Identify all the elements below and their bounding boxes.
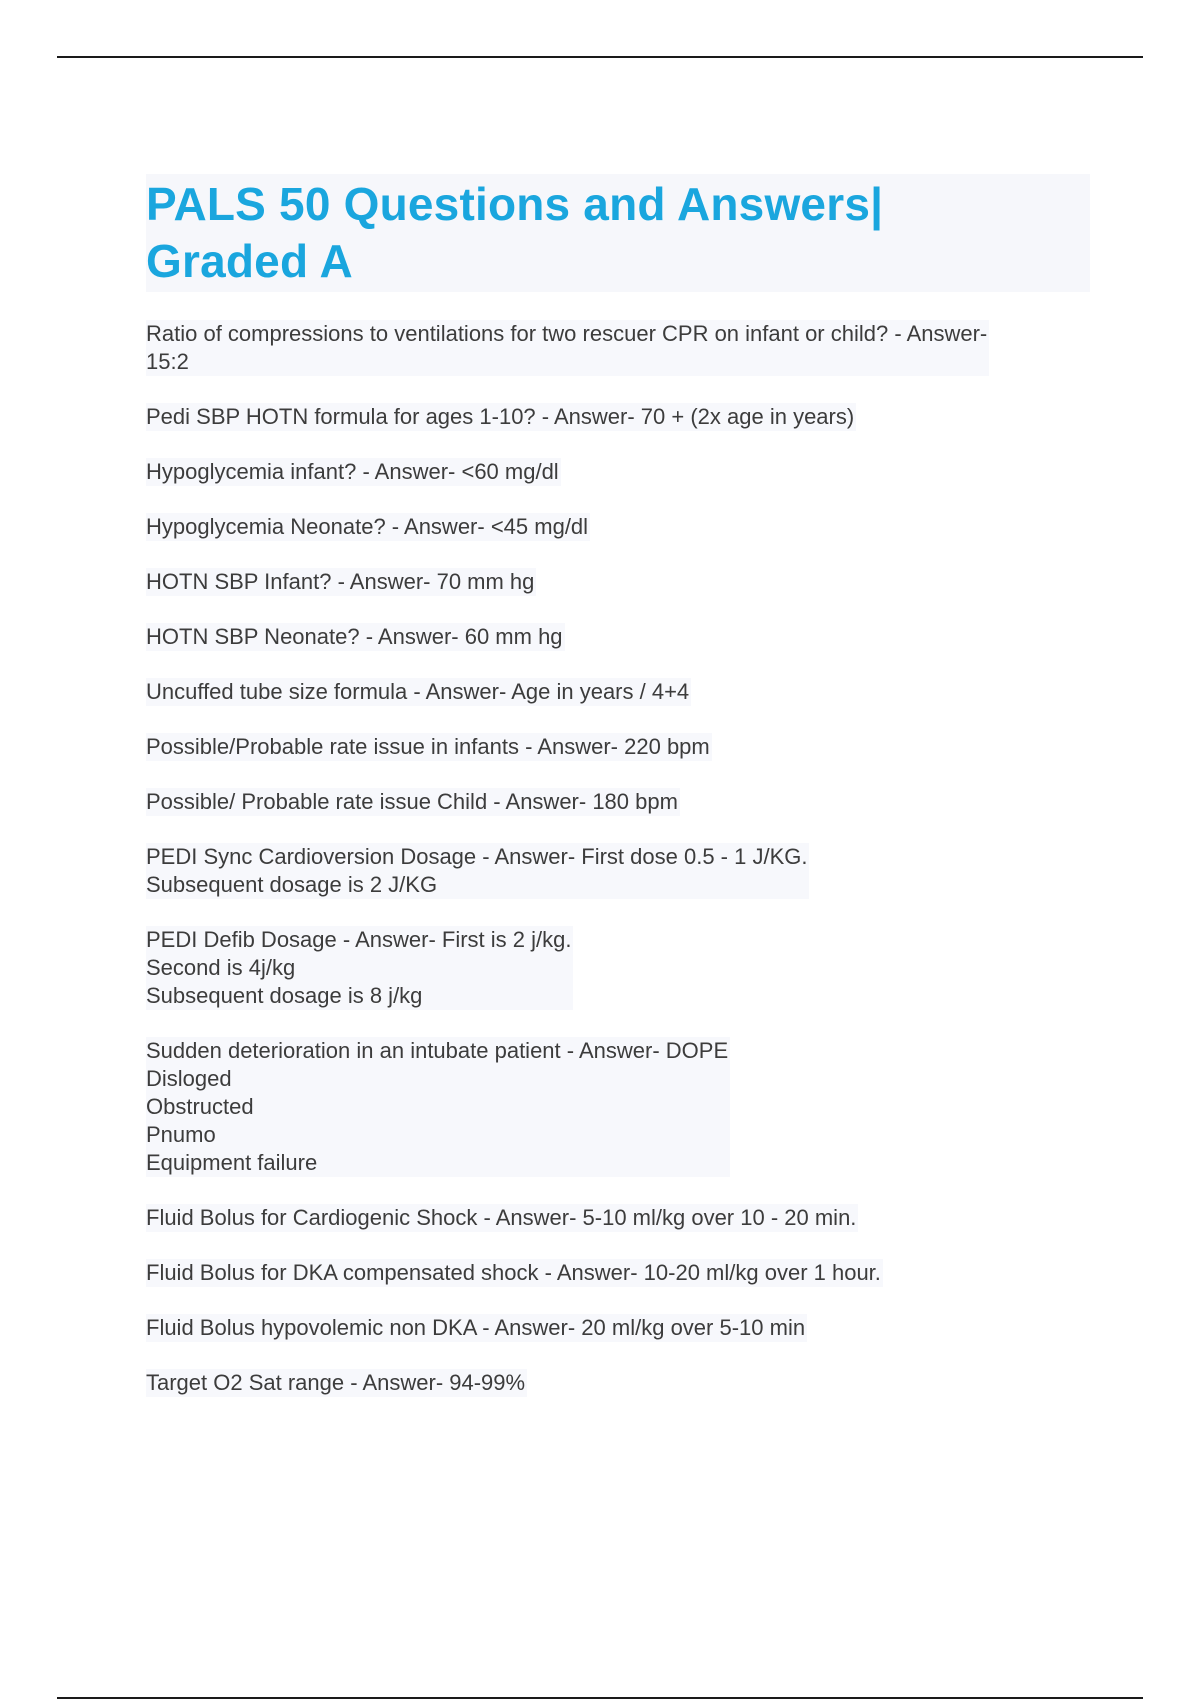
title-line-2: Graded A: [146, 235, 353, 287]
title-line-1: PALS 50 Questions and Answers|: [146, 178, 884, 230]
qa-item: HOTN SBP Infant? - Answer- 70 mm hg: [146, 569, 535, 594]
qa-item: Possible/Probable rate issue in infants - Answer- 220 bpm: [146, 734, 710, 759]
qa-item: Hypoglycemia infant? - Answer- <60 mg/dl: [146, 459, 559, 484]
qa-item: HOTN SBP Neonate? - Answer- 60 mm hg: [146, 624, 563, 649]
qa-item: Ratio of compressions to ventilations for two rescuer CPR on infant or child? - Answer- 15:2: [146, 321, 988, 374]
qa-item: Fluid Bolus hypovolemic non DKA - Answer- 20 ml/kg over 5-10 min: [146, 1315, 806, 1340]
qa-item: Fluid Bolus for Cardiogenic Shock - Answer- 5-10 ml/kg over 10 - 20 min.: [146, 1205, 857, 1230]
qa-list: [146, 320, 1090, 1424]
qa-item: Sudden deterioration in an intubate patient - Answer- DOPE Disloged Obstructed Pnumo Equipment failure: [146, 1038, 729, 1175]
document-body: [146, 174, 1090, 1424]
qa-item: Pedi SBP HOTN formula for ages 1-10? - Answer- 70 + (2x age in years): [146, 404, 855, 429]
bottom-rule: [57, 1697, 1143, 1699]
document-title: [146, 176, 1090, 290]
qa-item: PEDI Defib Dosage - Answer- First is 2 j/kg. Second is 4j/kg Subsequent dosage is 8 j/kg: [146, 927, 572, 1008]
qa-item: PEDI Sync Cardioversion Dosage - Answer- First dose 0.5 - 1 J/KG. Subsequent dosage is 2 J/KG: [146, 844, 808, 897]
qa-item: Possible/ Probable rate issue Child - Answer- 180 bpm: [146, 789, 678, 814]
qa-item: Fluid Bolus for DKA compensated shock - Answer- 10-20 ml/kg over 1 hour.: [146, 1260, 881, 1285]
top-rule: [57, 56, 1143, 58]
title-block: [146, 174, 1090, 292]
qa-item: Hypoglycemia Neonate? - Answer- <45 mg/dl: [146, 514, 589, 539]
qa-item: Target O2 Sat range - Answer- 94-99%: [146, 1370, 526, 1395]
qa-item: Uncuffed tube size formula - Answer- Age in years / 4+4: [146, 679, 690, 704]
